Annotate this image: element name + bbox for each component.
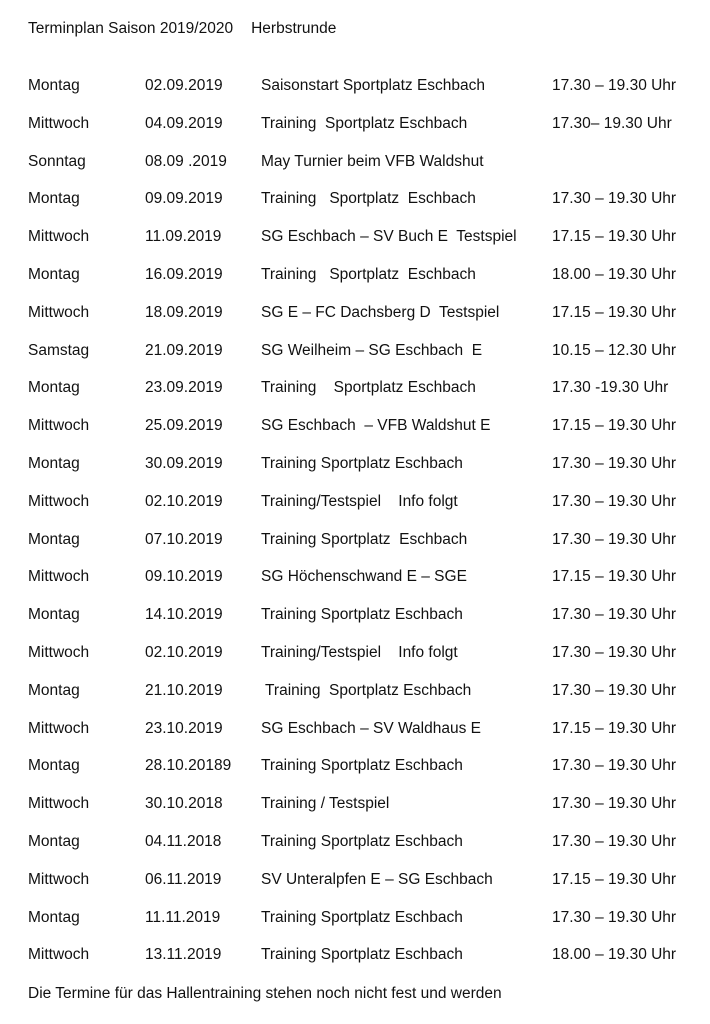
row-event: SG E – FC Dachsberg D Testspiel — [261, 303, 500, 321]
row-event: Training Sportplatz Eschbach — [261, 681, 472, 699]
row-date: 14.10.2019 — [145, 606, 223, 624]
row-day: Montag — [28, 832, 80, 850]
row-time: 17.30 – 19.30 Uhr — [552, 530, 677, 548]
row-time: 17.30 – 19.30 Uhr — [552, 908, 677, 926]
schedule-row — [0, 945, 710, 983]
row-event: Training/Testspiel Info folgt — [261, 643, 458, 661]
row-date: 25.09.2019 — [145, 417, 223, 435]
schedule-row — [0, 719, 710, 757]
row-date: 06.11.2019 — [145, 870, 222, 888]
row-event: SG Eschbach – VFB Waldshut E — [261, 417, 491, 435]
row-date: 28.10.20189 — [145, 757, 232, 775]
row-day: Mittwoch — [28, 568, 90, 586]
schedule-table — [0, 76, 710, 983]
schedule-row — [0, 908, 710, 946]
row-day: Mittwoch — [28, 492, 90, 510]
row-event: Training Sportplatz Eschbach — [261, 454, 463, 472]
schedule-title: Terminplan Saison 2019/2020 — [28, 20, 234, 37]
row-date: 04.11.2018 — [145, 832, 222, 850]
row-date: 02.09.2019 — [145, 77, 223, 94]
row-event: Saisonstart Sportplatz Eschbach — [261, 77, 486, 94]
row-time: 17.15 – 19.30 Uhr — [552, 719, 677, 737]
row-day: Mittwoch — [28, 643, 90, 661]
schedule-row — [0, 227, 710, 265]
row-date: 09.09.2019 — [145, 190, 223, 208]
row-event: SG Eschbach – SV Waldhaus E — [261, 719, 481, 737]
row-time: 18.00 – 19.30 Uhr — [552, 265, 677, 283]
row-date: 16.09.2019 — [145, 265, 223, 283]
row-day: Sonntag — [28, 152, 86, 170]
row-day: Mittwoch — [28, 719, 90, 737]
footer-note: Die Termine für das Hallentraining stehen noch nicht fest und werden — [28, 985, 502, 1002]
row-event: SG Höchenschwand E – SGE — [261, 568, 467, 586]
row-date: 11.11.2019 — [145, 908, 221, 926]
row-time: 17.30 – 19.30 Uhr — [552, 643, 677, 661]
schedule-row — [0, 756, 710, 794]
schedule-row — [0, 152, 710, 190]
row-event: Training Sportplatz Eschbach — [261, 190, 476, 208]
row-time: 10.15 – 12.30 Uhr — [552, 341, 677, 359]
schedule-row — [0, 681, 710, 719]
schedule-row — [0, 492, 710, 530]
row-time: 17.30 -19.30 Uhr — [552, 379, 669, 397]
row-time: 17.15 – 19.30 Uhr — [552, 568, 677, 586]
row-event: Training / Testspiel — [261, 795, 390, 813]
row-time: 17.15 – 19.30 Uhr — [552, 870, 677, 888]
schedule-row — [0, 530, 710, 568]
row-time: 17.30 – 19.30 Uhr — [552, 795, 677, 813]
row-time: 17.30 – 19.30 Uhr — [552, 832, 677, 850]
row-time: 17.30 – 19.30 Uhr — [552, 681, 677, 699]
schedule-row — [0, 643, 710, 681]
schedule-row — [0, 114, 710, 152]
row-date: 09.10.2019 — [145, 568, 223, 586]
schedule-row — [0, 794, 710, 832]
row-day: Mittwoch — [28, 417, 90, 435]
row-event: Training Sportplatz Eschbach — [261, 379, 476, 397]
row-day: Montag — [28, 908, 80, 926]
row-event: SV Unteralpfen E – SG Eschbach — [261, 870, 493, 888]
row-event: Training Sportplatz Eschbach — [261, 606, 463, 624]
row-time: 17.30 – 19.30 Uhr — [552, 492, 677, 510]
row-time: 17.30 – 19.30 Uhr — [552, 454, 677, 472]
row-date: 30.10.2018 — [145, 795, 223, 813]
row-day: Mittwoch — [28, 795, 90, 813]
row-day: Mittwoch — [28, 870, 90, 888]
row-event: Training Sportplatz Eschbach — [261, 946, 463, 964]
schedule-row — [0, 454, 710, 492]
row-day: Montag — [28, 757, 80, 775]
row-date: 23.10.2019 — [145, 719, 223, 737]
row-day: Mittwoch — [28, 228, 90, 246]
schedule-subtitle: Herbstrunde — [251, 20, 337, 37]
row-date: 21.10.2019 — [145, 681, 223, 699]
row-day: Mittwoch — [28, 946, 90, 964]
schedule-row — [0, 341, 710, 379]
schedule-row — [0, 870, 710, 908]
row-time: 17.30– 19.30 Uhr — [552, 114, 672, 132]
row-day: Samstag — [28, 341, 90, 359]
row-time: 17.30 – 19.30 Uhr — [552, 77, 677, 94]
schedule-row — [0, 605, 710, 643]
row-date: 18.09.2019 — [145, 303, 223, 321]
row-time: 17.15 – 19.30 Uhr — [552, 228, 677, 246]
row-day: Montag — [28, 265, 80, 283]
row-date: 23.09.2019 — [145, 379, 223, 397]
schedule-row — [0, 567, 710, 605]
row-date: 02.10.2019 — [145, 492, 223, 510]
row-event: May Turnier beim VFB Waldshut — [261, 152, 484, 170]
schedule-row — [0, 378, 710, 416]
row-event: Training Sportplatz Eschbach — [261, 265, 476, 283]
row-day: Montag — [28, 190, 80, 208]
row-date: 13.11.2019 — [145, 946, 222, 964]
row-time: 17.15 – 19.30 Uhr — [552, 303, 677, 321]
schedule-row — [0, 832, 710, 870]
schedule-row — [0, 303, 710, 341]
row-date: 11.09.2019 — [145, 228, 222, 246]
row-date: 08.09 .2019 — [145, 152, 227, 170]
row-time: 17.15 – 19.30 Uhr — [552, 417, 677, 435]
row-day: Mittwoch — [28, 303, 90, 321]
row-event: Training Sportplatz Eschbach — [261, 757, 463, 775]
row-date: 04.09.2019 — [145, 114, 223, 132]
row-event: SG Eschbach – SV Buch E Testspiel — [261, 228, 517, 246]
row-day: Montag — [28, 681, 80, 699]
row-date: 02.10.2019 — [145, 643, 223, 661]
row-event: Training Sportplatz Eschbach — [261, 530, 468, 548]
row-time: 17.30 – 19.30 Uhr — [552, 757, 677, 775]
row-event: Training/Testspiel Info folgt — [261, 492, 458, 510]
row-day: Montag — [28, 454, 80, 472]
row-time: 17.30 – 19.30 Uhr — [552, 606, 677, 624]
row-event: Training Sportplatz Eschbach — [261, 832, 463, 850]
row-day: Montag — [28, 379, 80, 397]
row-event: Training Sportplatz Eschbach — [261, 908, 463, 926]
row-time: 17.30 – 19.30 Uhr — [552, 190, 677, 208]
schedule-row — [0, 265, 710, 303]
row-day: Mittwoch — [28, 114, 90, 132]
row-date: 21.09.2019 — [145, 341, 223, 359]
row-date: 30.09.2019 — [145, 454, 223, 472]
row-day: Montag — [28, 77, 80, 94]
document-title — [28, 20, 336, 38]
row-event: Training Sportplatz Eschbach — [261, 114, 468, 132]
row-event: SG Weilheim – SG Eschbach E — [261, 341, 483, 359]
schedule-row — [0, 416, 710, 454]
row-time: 18.00 – 19.30 Uhr — [552, 946, 677, 964]
row-date: 07.10.2019 — [145, 530, 223, 548]
row-day: Montag — [28, 606, 80, 624]
row-day: Montag — [28, 530, 80, 548]
schedule-row — [0, 76, 710, 114]
schedule-row — [0, 189, 710, 227]
